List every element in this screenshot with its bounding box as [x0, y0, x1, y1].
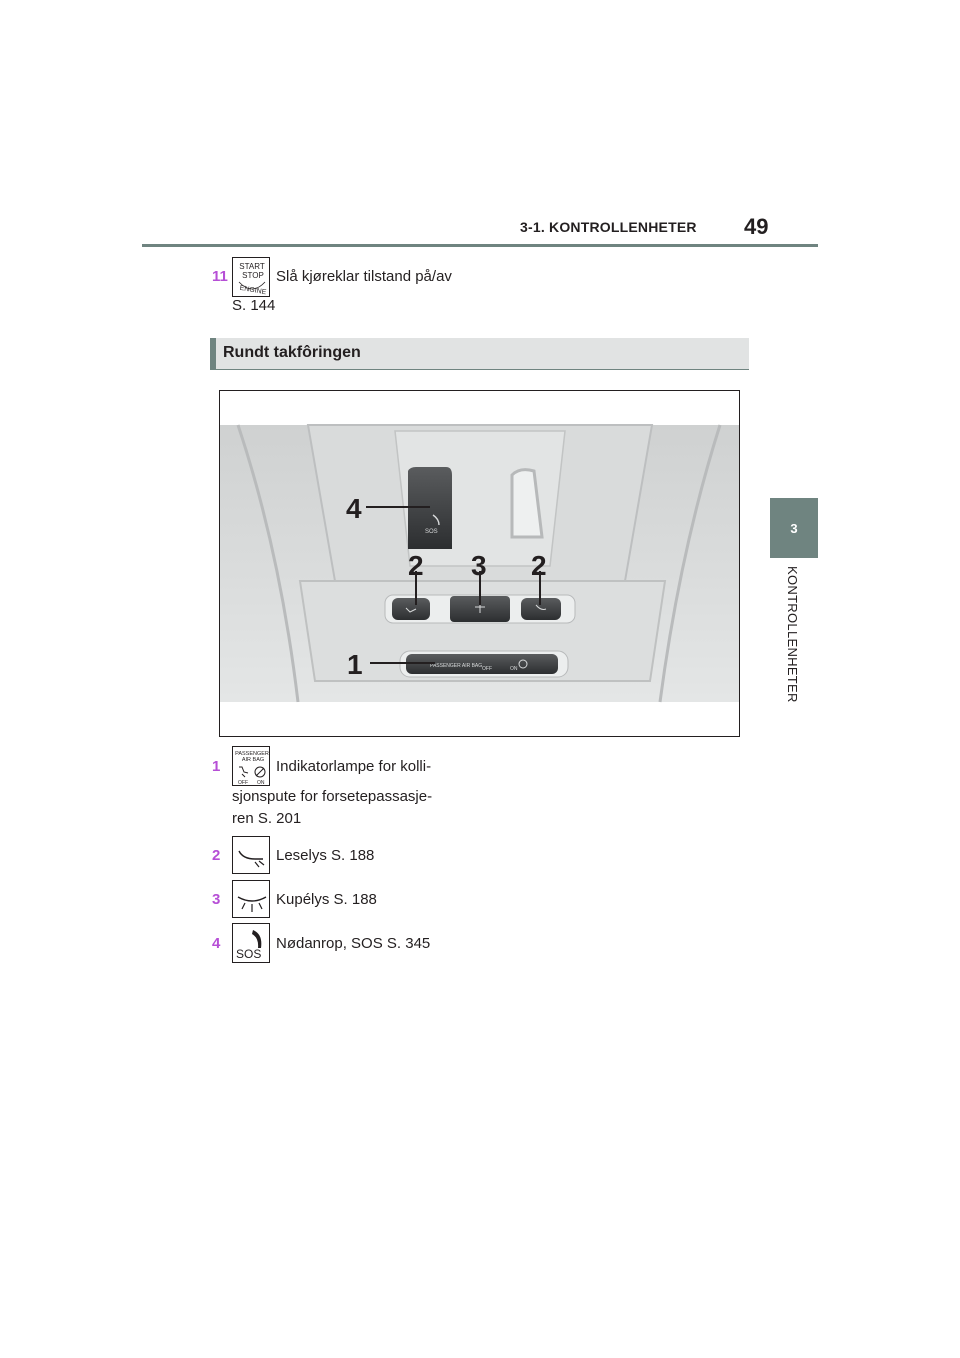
section-accent	[210, 338, 216, 369]
section-divider	[210, 369, 749, 370]
page-number: 49	[744, 214, 769, 239]
overhead-console-figure	[219, 390, 740, 737]
chapter-title-text: KONTROLLENHETER	[785, 566, 800, 703]
reading-light-icon	[232, 836, 270, 874]
item-text-line: sjonspute for forsetepassasje-	[232, 788, 433, 805]
figure-airbag-label: PASSENGER AIR BAG	[430, 663, 483, 669]
item-page-ref: S. 144	[232, 297, 276, 314]
item-text: Kupélys S. 188	[276, 891, 377, 908]
item-text: Leselys S. 188	[276, 847, 375, 864]
callout-3: 3	[471, 550, 487, 581]
running-header: 3-1. KONTROLLENHETER	[520, 219, 697, 235]
passenger-airbag-indicator-icon	[232, 746, 270, 786]
figure-off-label: OFF	[482, 666, 492, 672]
item-text-line: Indikatorlampe for kolli-	[276, 758, 432, 775]
sos-emergency-call-icon	[232, 923, 270, 963]
item-number: 11	[212, 268, 228, 285]
callout-4: 4	[346, 493, 362, 524]
item-number: 4	[212, 935, 221, 952]
icon-text-engine: ENGINE	[239, 284, 267, 297]
interior-light-icon	[232, 880, 270, 918]
item-number: 1	[212, 758, 221, 775]
icon-text-off: OFF	[238, 780, 248, 786]
callout-2-right: 2	[531, 550, 547, 581]
callout-1: 1	[347, 649, 363, 680]
section-heading	[210, 338, 749, 369]
item-number: 3	[212, 891, 221, 908]
icon-text-airbag: AIR BAG	[241, 757, 265, 763]
icon-text-on: ON	[257, 780, 265, 786]
callout-2-left: 2	[408, 550, 424, 581]
icon-text-start: START	[239, 262, 265, 271]
icon-text-sos: SOS	[236, 947, 262, 961]
figure-sos-label: SOS	[425, 529, 438, 535]
item-text: Slå kjøreklar tilstand på/av	[276, 268, 452, 285]
chapter-title-vertical	[766, 566, 822, 736]
chapter-tab: 3	[770, 498, 818, 558]
icon-text-stop: STOP	[242, 271, 264, 280]
header-divider	[142, 244, 818, 247]
start-stop-engine-icon	[232, 257, 270, 297]
section-title: Rundt takfôringen	[223, 344, 361, 361]
item-text: Nødanrop, SOS S. 345	[276, 935, 431, 952]
item-text-line: ren S. 201	[232, 810, 302, 827]
item-number: 2	[212, 847, 221, 864]
figure-on-label: ON	[510, 666, 518, 672]
icon-text-passenger: PASSENGER	[235, 751, 269, 757]
